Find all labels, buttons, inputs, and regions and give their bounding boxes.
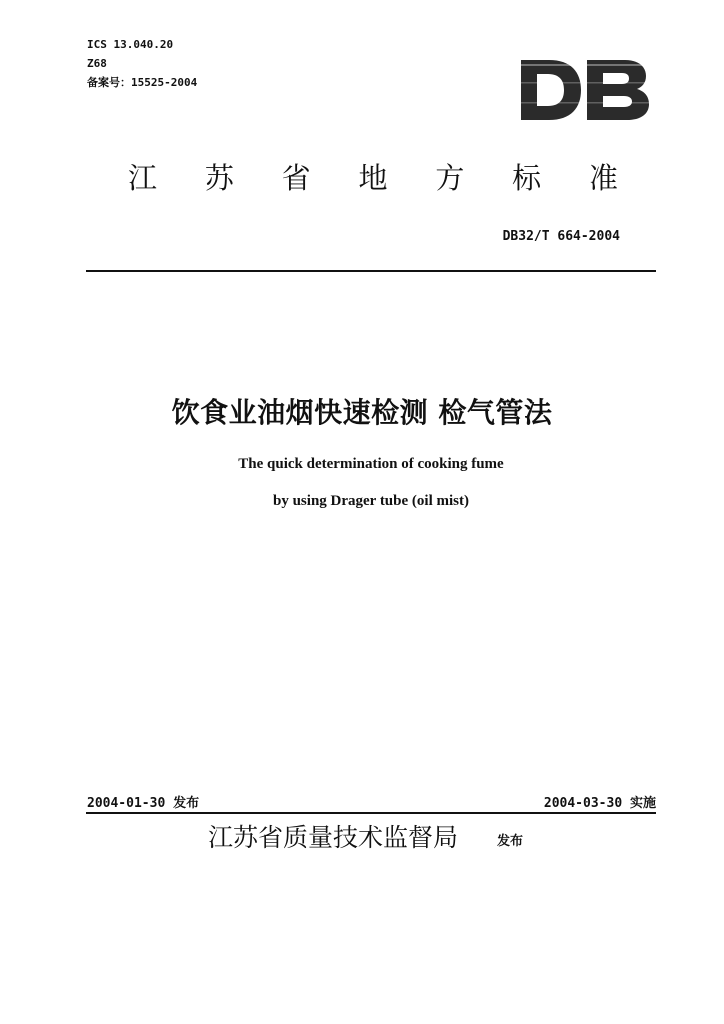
issuing-action: 发布 xyxy=(497,834,524,849)
implement-date-row xyxy=(544,796,656,812)
standard-type-char: 苏 xyxy=(204,161,234,195)
standard-type-char: 方 xyxy=(435,161,465,195)
record-number: 备案号：15525-2004 xyxy=(87,76,198,89)
title-english-line-1: The quick determination of cooking fume xyxy=(238,456,504,472)
issue-date-row xyxy=(87,796,199,812)
issue-date: 2004-01-30 xyxy=(87,796,166,811)
bottom-divider xyxy=(86,812,656,814)
title-english-line-2: by using Drager tube (oil mist) xyxy=(273,493,469,509)
standard-type-heading xyxy=(128,160,618,196)
issue-label: 发布 xyxy=(173,796,200,811)
standard-type-char: 标 xyxy=(512,161,542,195)
implement-date: 2004-03-30 xyxy=(543,796,623,811)
standard-type-char: 江 xyxy=(128,161,158,195)
ics-code: ICS 13.040.20 xyxy=(87,38,174,51)
standard-type-char: 省 xyxy=(281,161,311,195)
classification-code: Z68 xyxy=(87,57,107,70)
implement-label: 实施 xyxy=(629,796,656,811)
standard-type-char: 准 xyxy=(588,161,618,195)
title-chinese: 饮食业油烟快速检测 检气管法 xyxy=(171,396,553,429)
top-divider xyxy=(86,270,656,272)
issuing-authority: 江苏省质量技术监督局 xyxy=(208,823,459,852)
db-logo xyxy=(515,52,653,128)
standard-type-char: 地 xyxy=(358,161,388,195)
standard-code: DB32/T 664-2004 xyxy=(502,229,620,244)
